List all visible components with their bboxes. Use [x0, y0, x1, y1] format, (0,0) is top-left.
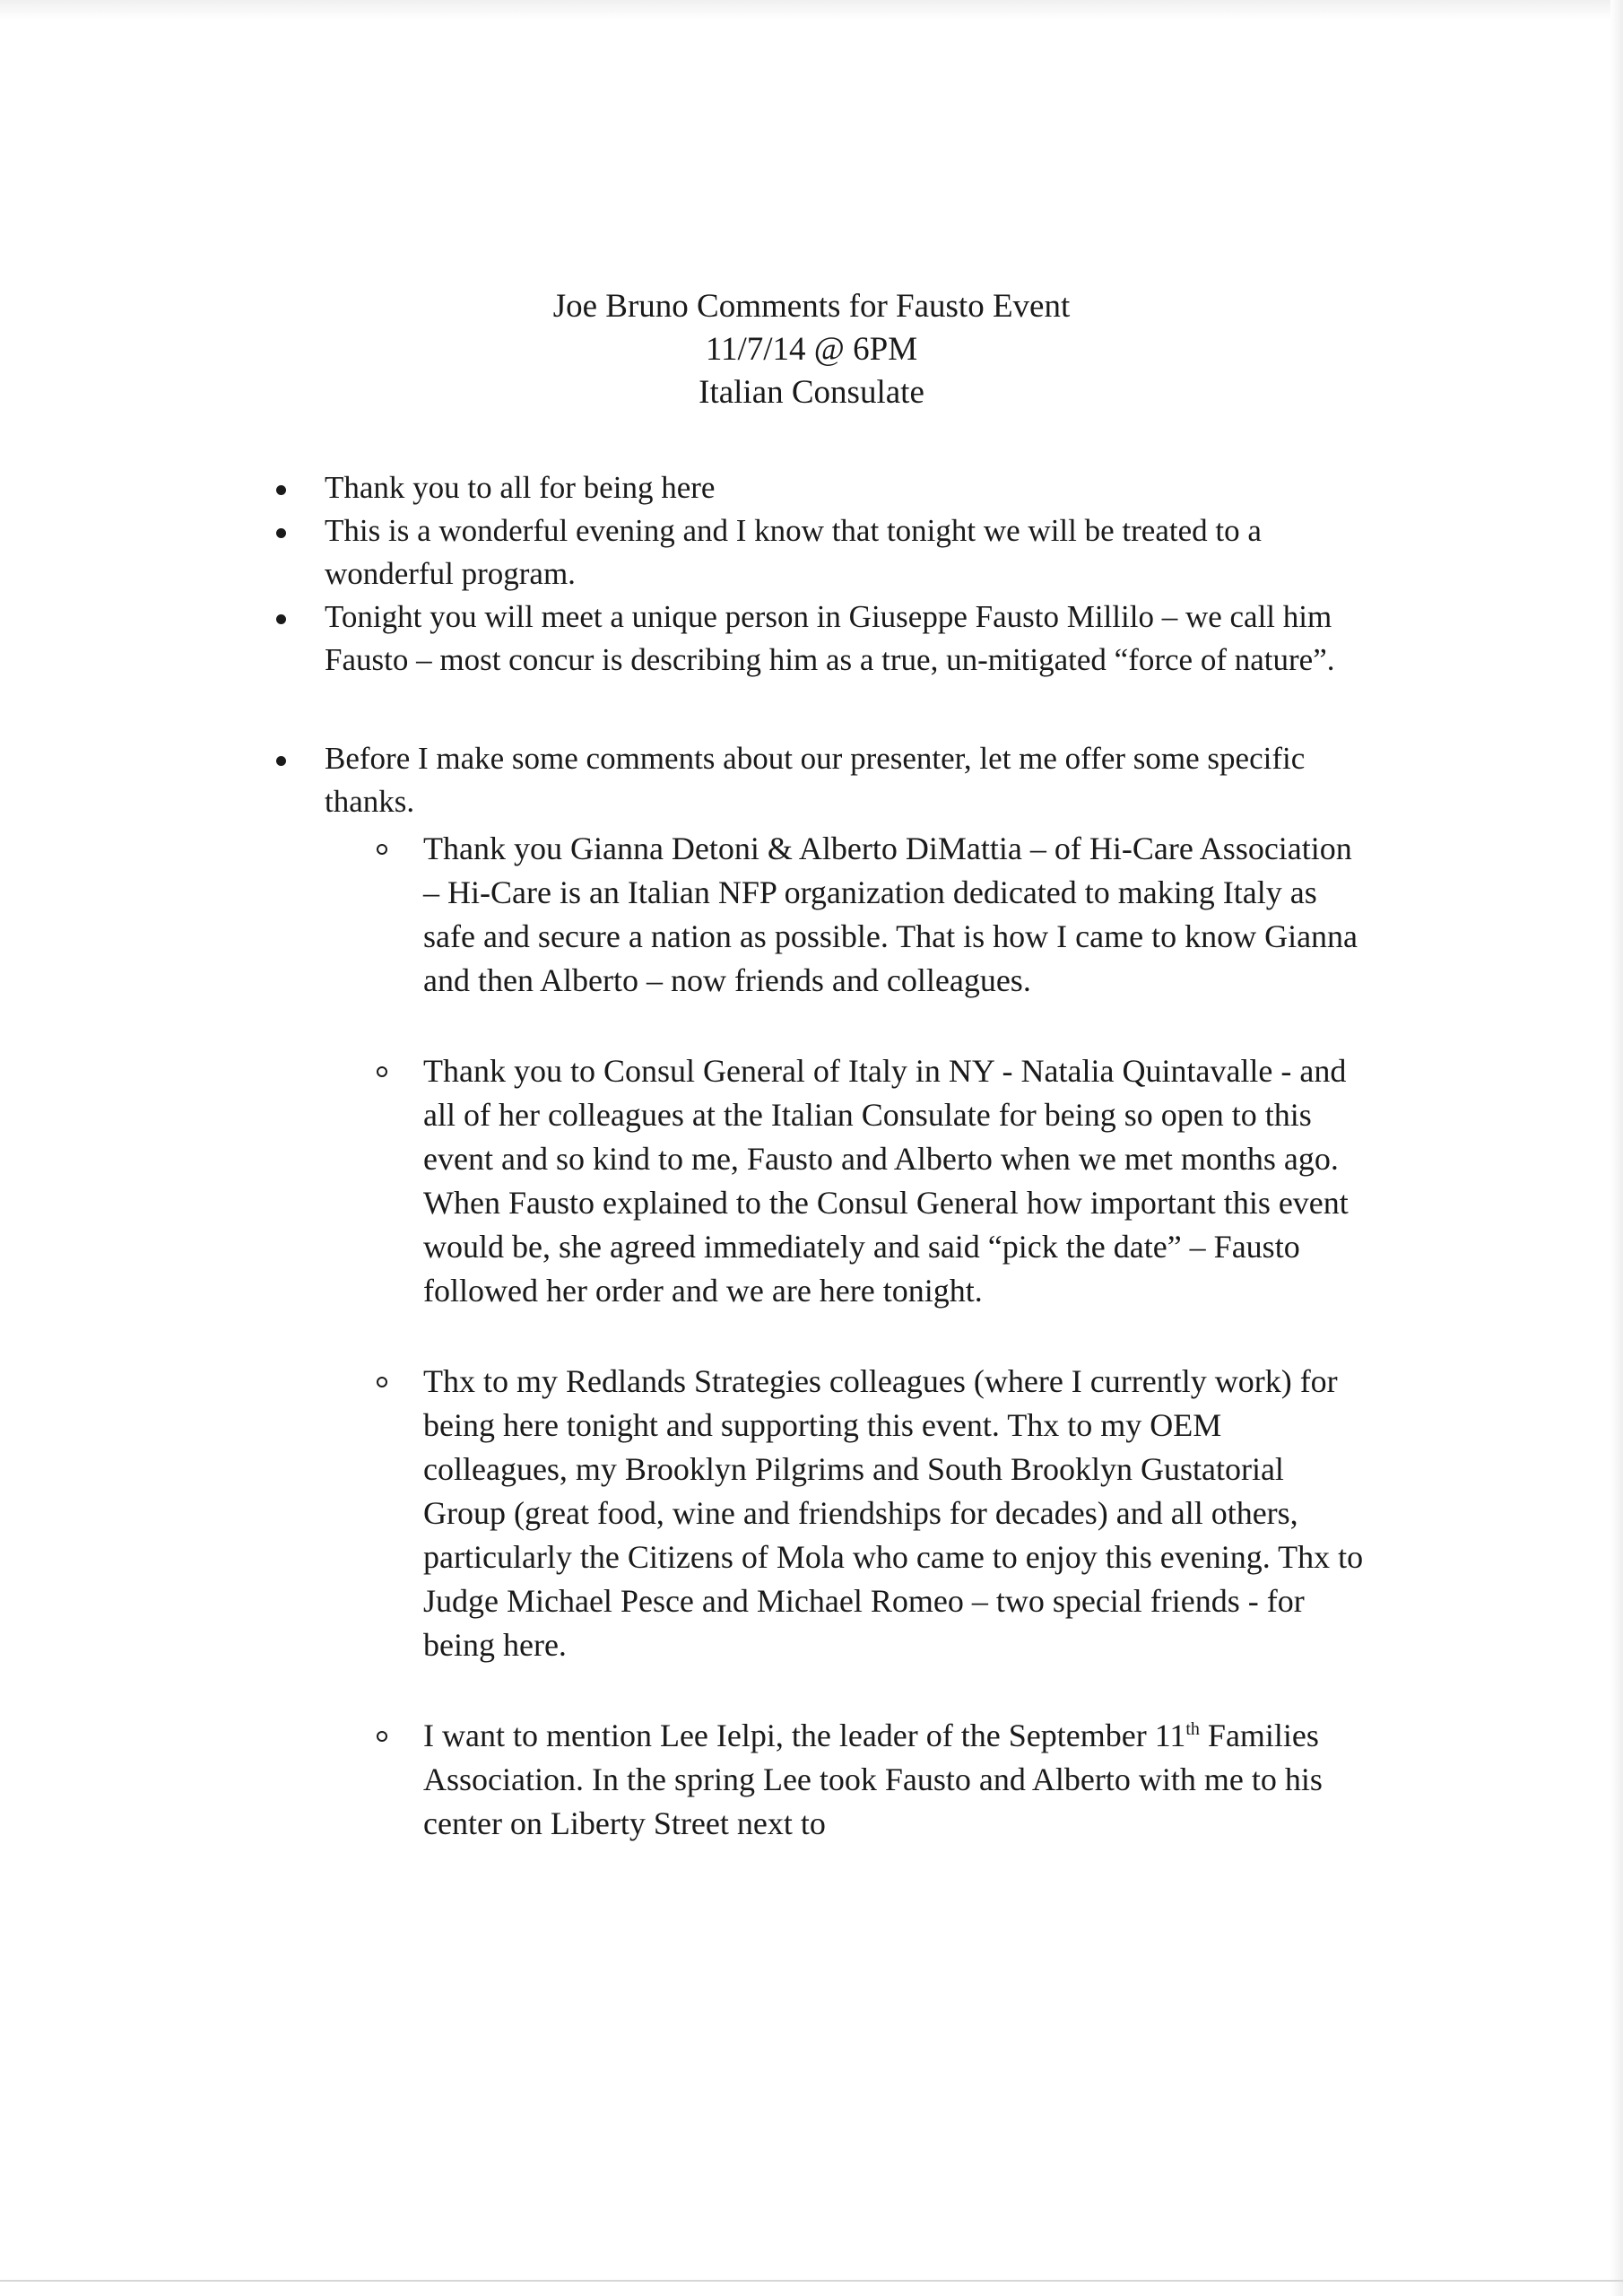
- bullet-dot-icon: [276, 756, 286, 766]
- sub-bullet-item: [325, 1714, 1372, 1846]
- hollow-circle-icon: [377, 1066, 387, 1077]
- sub-bullet-item: [325, 1049, 1372, 1313]
- bullet-item: [269, 509, 1372, 596]
- sub-bullet-text-end: Families Association. In the spring Lee took Fausto and Alberto with me to his center on Liberty Street next to: [423, 1718, 1323, 1841]
- thanks-sublist: [325, 827, 1372, 1846]
- bullet-dot-icon: [276, 528, 286, 538]
- hollow-circle-icon: [377, 1731, 387, 1742]
- bullet-text: Thank you to all for being here: [325, 470, 716, 505]
- bullet-text: Tonight you will meet a unique person in Giuseppe Fausto Millilo – we call him Fausto – most concur is describing him as a true, un-mitigated “force of nature”.: [325, 599, 1335, 677]
- bullet-item: [269, 596, 1372, 682]
- bullet-text: This is a wonderful evening and I know that tonight we will be treated to a wonderful program.: [325, 513, 1262, 591]
- comments-list: [269, 466, 1372, 1846]
- document-title: Joe Bruno Comments for Fausto Event: [552, 288, 1071, 325]
- page-bottom-edge: [0, 2280, 1623, 2282]
- hollow-circle-icon: [377, 844, 387, 855]
- document-header: [0, 285, 1623, 414]
- bullet-item: [269, 466, 1372, 509]
- sub-bullet-text: Thx to my Redlands Strategies colleagues (where I currently work) for being here tonight and supporting this event. Thx to my OEM colleagues, my Brooklyn Pilgrims and South Brooklyn Gustatorial Group (great food, wine and friendships for decades) and all others, particularly the Citizens of Mola who came to enjoy this evening. Thx to Judge Michael Pesce and Michael Romeo – two special friends - for being here.: [423, 1363, 1364, 1663]
- sub-bullet-item: [325, 1360, 1372, 1667]
- bullet-dot-icon: [276, 485, 286, 495]
- sub-bullet-item: [325, 827, 1372, 1003]
- bullet-item: [269, 737, 1372, 1846]
- sub-bullet-text: Thank you Gianna Detoni & Alberto DiMattia – of Hi-Care Association – Hi-Care is an Italian NFP organization dedicated to making Italy as safe and secure a nation as possible. That is how I came to know Gianna and then Alberto – now friends and colleagues.: [423, 831, 1358, 998]
- sub-bullet-text: Thank you to Consul General of Italy in NY - Natalia Quintavalle - and all of her colleagues at the Italian Consulate for being so open to this event and so kind to me, Fausto and Alberto when we met months ago. When Fausto explained to the Consul General how important this event would be, she agreed immediately and said “pick the date” – Fausto followed her order and we are here tonight.: [423, 1053, 1349, 1309]
- sub-bullet-text-start: I want to mention Lee Ielpi, the leader of the September 11: [423, 1718, 1186, 1753]
- bullet-dot-icon: [276, 614, 286, 624]
- hollow-circle-icon: [377, 1377, 387, 1387]
- bullet-text: Before I make some comments about our presenter, let me offer some specific thanks.: [325, 741, 1306, 819]
- event-datetime: 11/7/14 @ 6PM: [705, 331, 918, 368]
- event-location: Italian Consulate: [699, 374, 924, 411]
- superscript-suffix: th: [1185, 1719, 1200, 1739]
- scan-shadow-top: [0, 0, 1623, 20]
